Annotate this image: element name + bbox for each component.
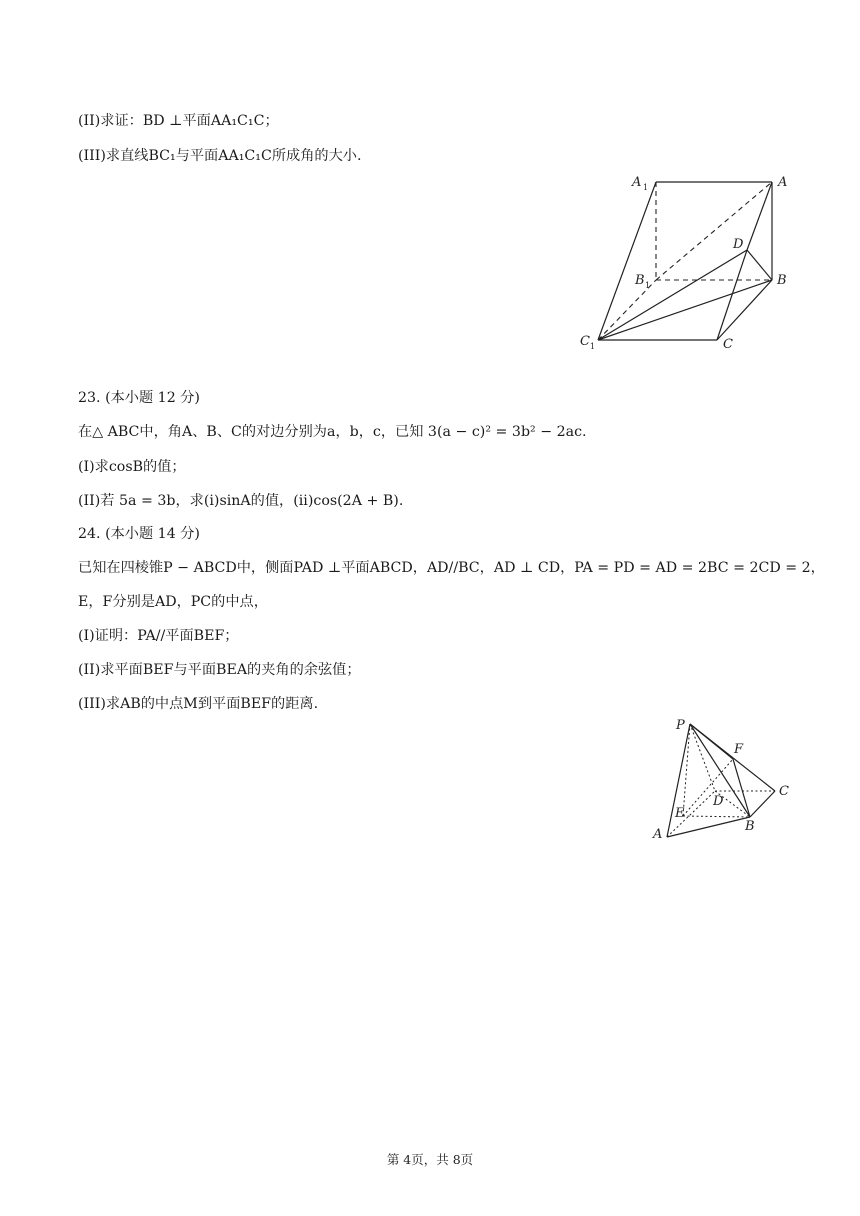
label-c: C [779, 784, 789, 799]
label-d: D [713, 794, 724, 809]
prism-figure [575, 168, 805, 358]
label-b: B [745, 819, 755, 834]
problem-24-part-1: (I)证明：PA//平面BEF； [78, 628, 239, 644]
svg-text:1: 1 [643, 183, 649, 192]
label-e: E [675, 806, 685, 821]
svg-text:1: 1 [590, 342, 596, 351]
label-d: D [733, 237, 744, 252]
label-a: A [653, 827, 663, 842]
problem-23-statement: 在△ ABC中，角A、B、C的对边分别为a，b，c，已知 3(a − c)² = 3b² − 2ac. [78, 424, 587, 440]
problem-23-header: 23. (本小题 12 分) [78, 390, 200, 406]
label-a1: A [632, 175, 642, 190]
problem-23-part-2: (II)若 5a = 3b，求(i)sinA的值，(ii)cos(2A + B). [78, 493, 404, 509]
label-a: A [778, 175, 788, 190]
problem-24-statement: 已知在四棱锥P − ABCD中，侧面PAD ⊥平面ABCD，AD//BC，AD ⊥ CD，PA = PD = AD = 2BC = 2CD = 2， [78, 560, 825, 576]
problem-22-part-2: (II)求证：BD ⊥平面AA₁C₁C； [78, 113, 279, 129]
pyramid-figure [645, 710, 805, 845]
label-f: F [734, 742, 744, 757]
problem-23-part-1: (I)求cosB的值； [78, 459, 186, 475]
label-b: B [777, 273, 787, 288]
problem-22-part-3: (III)求直线BC₁与平面AA₁C₁C所成角的大小. [78, 148, 362, 164]
label-p: P [676, 718, 685, 733]
label-c1: C [580, 334, 590, 349]
label-c: C [723, 337, 733, 352]
problem-24-part-3: (III)求AB的中点M到平面BEF的距离. [78, 696, 319, 712]
problem-24-part-2: (II)求平面BEF与平面BEA的夹角的余弦值； [78, 662, 361, 678]
page-footer: 第 4页，共 8页 [386, 1152, 474, 1167]
svg-text:1: 1 [645, 281, 651, 290]
problem-24-header: 24. (本小题 14 分) [78, 526, 200, 542]
label-b1: B [635, 273, 645, 288]
problem-24-statement-cont: E，F分别是AD，PC的中点， [78, 594, 268, 610]
